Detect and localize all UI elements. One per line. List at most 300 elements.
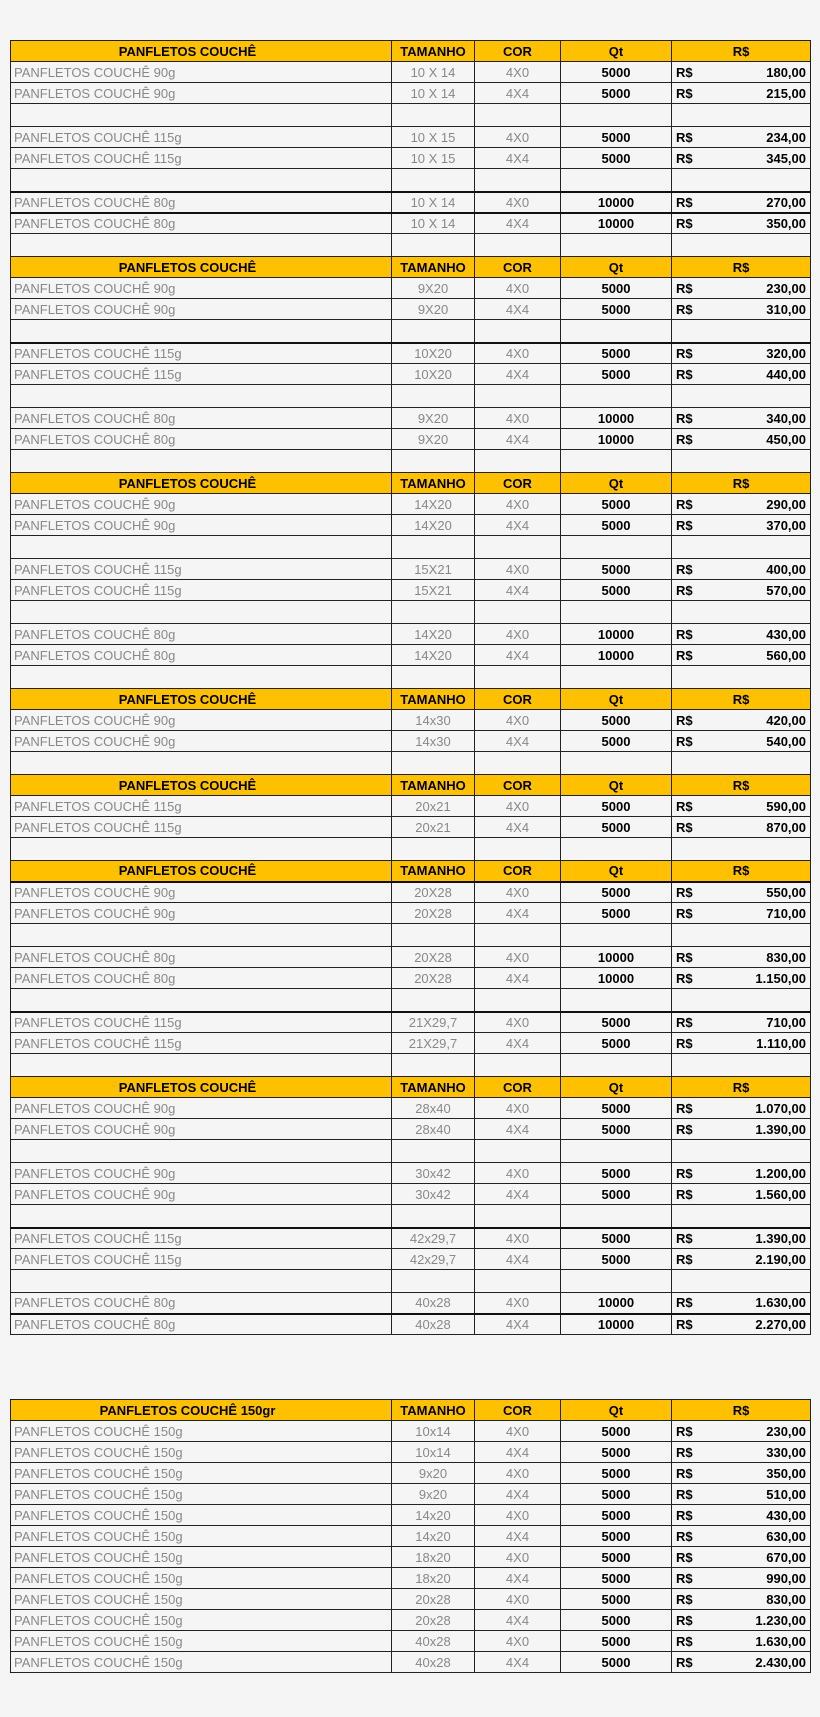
table-row: [11, 1463, 811, 1484]
product-color: 4X0: [475, 62, 561, 83]
currency-symbol: R$: [676, 345, 693, 361]
empty-cell: [475, 104, 561, 127]
product-name: PANFLETOS COUCHÊ 115g: [11, 559, 392, 580]
product-color: 4X0: [475, 127, 561, 148]
empty-cell: [475, 924, 561, 947]
product-quantity: 5000: [561, 299, 672, 320]
empty-cell: [392, 601, 475, 624]
product-name: PANFLETOS COUCHÊ 90g: [11, 903, 392, 924]
product-quantity: 10000: [561, 408, 672, 429]
table-row: [11, 1293, 811, 1314]
price-value: 1.630,00: [755, 1633, 806, 1649]
header-tamanho: TAMANHO: [392, 689, 475, 710]
product-size: 9X20: [392, 278, 475, 299]
product-quantity: 5000: [561, 580, 672, 601]
empty-cell: [561, 450, 672, 473]
product-quantity: 10000: [561, 213, 672, 234]
product-name: PANFLETOS COUCHÊ 150g: [11, 1610, 392, 1631]
product-name: PANFLETOS COUCHÊ 150g: [11, 1652, 392, 1673]
product-size: 10x14: [392, 1442, 475, 1463]
product-price: [672, 1228, 811, 1249]
product-quantity: 5000: [561, 1184, 672, 1205]
header-tamanho: TAMANHO: [392, 257, 475, 278]
product-name: PANFLETOS COUCHÊ 80g: [11, 968, 392, 989]
product-color: 4X4: [475, 1610, 561, 1631]
product-color: 4X4: [475, 817, 561, 838]
table-row: [11, 731, 811, 752]
product-quantity: 5000: [561, 796, 672, 817]
product-size: 18x20: [392, 1568, 475, 1589]
empty-cell: [392, 1054, 475, 1077]
product-size: 9x20: [392, 1484, 475, 1505]
spacer-row: [11, 1270, 811, 1293]
price-value: 830,00: [766, 1591, 806, 1607]
product-quantity: 5000: [561, 1228, 672, 1249]
table-row: [11, 645, 811, 666]
product-quantity: 5000: [561, 1631, 672, 1652]
empty-cell: [11, 666, 392, 689]
product-quantity: 5000: [561, 1652, 672, 1673]
product-name: PANFLETOS COUCHÊ 90g: [11, 299, 392, 320]
product-price: [672, 1589, 811, 1610]
product-name: PANFLETOS COUCHÊ 80g: [11, 408, 392, 429]
product-name: PANFLETOS COUCHÊ 150g: [11, 1526, 392, 1547]
spacer-row: [11, 1205, 811, 1228]
product-name: PANFLETOS COUCHÊ 90g: [11, 731, 392, 752]
product-color: 4X0: [475, 1163, 561, 1184]
product-color: 4X4: [475, 515, 561, 536]
empty-cell: [11, 320, 392, 343]
price-value: 350,00: [766, 1465, 806, 1481]
product-size: 15X21: [392, 559, 475, 580]
empty-cell: [11, 385, 392, 408]
product-size: 10X20: [392, 343, 475, 364]
header-row: [11, 689, 811, 710]
price-value: 510,00: [766, 1486, 806, 1502]
currency-symbol: R$: [676, 884, 693, 900]
empty-cell: [392, 1205, 475, 1228]
header-row: [11, 861, 811, 882]
product-name: PANFLETOS COUCHÊ 115g: [11, 1249, 392, 1270]
product-size: 9X20: [392, 408, 475, 429]
product-quantity: 5000: [561, 1033, 672, 1054]
product-price: [672, 624, 811, 645]
table-row: [11, 1098, 811, 1119]
product-price: [672, 1610, 811, 1631]
product-price: [672, 62, 811, 83]
product-price: [672, 1314, 811, 1335]
empty-cell: [392, 1270, 475, 1293]
table-row: [11, 1249, 811, 1270]
product-color: 4X4: [475, 1184, 561, 1205]
product-size: 10 X 14: [392, 213, 475, 234]
product-color: 4X0: [475, 1547, 561, 1568]
product-size: 20X28: [392, 968, 475, 989]
product-size: 20X28: [392, 882, 475, 903]
product-quantity: 5000: [561, 1610, 672, 1631]
empty-cell: [672, 601, 811, 624]
price-value: 345,00: [766, 150, 806, 166]
product-name: PANFLETOS COUCHÊ 80g: [11, 645, 392, 666]
product-price: [672, 192, 811, 213]
empty-cell: [475, 989, 561, 1012]
product-price: [672, 947, 811, 968]
header-tamanho: TAMANHO: [392, 861, 475, 882]
product-color: 4X0: [475, 1228, 561, 1249]
product-color: 4X4: [475, 1526, 561, 1547]
product-color: 4X4: [475, 429, 561, 450]
product-price: [672, 429, 811, 450]
price-value: 550,00: [766, 884, 806, 900]
product-size: 10 X 15: [392, 148, 475, 169]
header-qt: Qt: [561, 473, 672, 494]
product-quantity: 5000: [561, 1568, 672, 1589]
price-value: 340,00: [766, 410, 806, 426]
header-cor: COR: [475, 1400, 561, 1421]
product-name: PANFLETOS COUCHÊ 90g: [11, 515, 392, 536]
table-row: [11, 1652, 811, 1673]
header-qt: Qt: [561, 1077, 672, 1098]
table-row: [11, 559, 811, 580]
product-quantity: 10000: [561, 624, 672, 645]
price-value: 590,00: [766, 798, 806, 814]
product-quantity: 5000: [561, 1589, 672, 1610]
product-price: [672, 1293, 811, 1314]
product-price: [672, 494, 811, 515]
product-size: 14x30: [392, 710, 475, 731]
product-name: PANFLETOS COUCHÊ 150g: [11, 1589, 392, 1610]
spacer-row: [11, 234, 811, 257]
price-value: 440,00: [766, 366, 806, 382]
product-price: [672, 1163, 811, 1184]
currency-symbol: R$: [676, 1528, 693, 1544]
empty-cell: [475, 1054, 561, 1077]
empty-cell: [475, 450, 561, 473]
product-size: 42x29,7: [392, 1228, 475, 1249]
empty-cell: [392, 666, 475, 689]
product-color: 4X4: [475, 364, 561, 385]
empty-cell: [392, 385, 475, 408]
product-price: [672, 903, 811, 924]
header-preco: R$: [672, 473, 811, 494]
price-value: 1.110,00: [756, 1035, 806, 1051]
header-preco: R$: [672, 1400, 811, 1421]
header-qt: Qt: [561, 861, 672, 882]
empty-cell: [561, 169, 672, 192]
currency-symbol: R$: [676, 1486, 693, 1502]
header-tamanho: TAMANHO: [392, 473, 475, 494]
header-row: [11, 1077, 811, 1098]
table-row: [11, 192, 811, 213]
price-value: 1.070,00: [755, 1100, 806, 1116]
currency-symbol: R$: [676, 1251, 693, 1267]
empty-cell: [392, 320, 475, 343]
product-color: 4X0: [475, 796, 561, 817]
product-price: [672, 213, 811, 234]
empty-cell: [475, 838, 561, 861]
empty-cell: [11, 169, 392, 192]
currency-symbol: R$: [676, 970, 693, 986]
product-size: 9X20: [392, 429, 475, 450]
product-color: 4X4: [475, 903, 561, 924]
price-value: 2.430,00: [755, 1654, 806, 1670]
empty-cell: [392, 752, 475, 775]
product-size: 30x42: [392, 1184, 475, 1205]
product-quantity: 5000: [561, 1119, 672, 1140]
price-value: 370,00: [766, 517, 806, 533]
product-price: [672, 515, 811, 536]
spacer-row: [11, 924, 811, 947]
product-color: 4X4: [475, 580, 561, 601]
empty-cell: [672, 838, 811, 861]
product-size: 10 X 14: [392, 62, 475, 83]
empty-cell: [672, 1140, 811, 1163]
product-name: PANFLETOS COUCHÊ 80g: [11, 1314, 392, 1335]
product-name: PANFLETOS COUCHÊ 115g: [11, 343, 392, 364]
product-color: 4X4: [475, 1652, 561, 1673]
product-color: 4X0: [475, 343, 561, 364]
product-color: 4X0: [475, 1463, 561, 1484]
header-qt: Qt: [561, 1400, 672, 1421]
table-row: [11, 1012, 811, 1033]
currency-symbol: R$: [676, 431, 693, 447]
currency-symbol: R$: [676, 64, 693, 80]
empty-cell: [475, 752, 561, 775]
empty-cell: [561, 989, 672, 1012]
product-name: PANFLETOS COUCHÊ 150g: [11, 1421, 392, 1442]
product-color: 4X0: [475, 408, 561, 429]
price-value: 450,00: [766, 431, 806, 447]
product-price: [672, 127, 811, 148]
currency-symbol: R$: [676, 1654, 693, 1670]
empty-cell: [392, 234, 475, 257]
spacer-row: [11, 104, 811, 127]
product-size: 20x21: [392, 796, 475, 817]
product-price: [672, 645, 811, 666]
currency-symbol: R$: [676, 949, 693, 965]
product-quantity: 10000: [561, 1293, 672, 1314]
price-value: 570,00: [766, 582, 806, 598]
empty-cell: [11, 234, 392, 257]
product-size: 10 X 15: [392, 127, 475, 148]
header-produto: PANFLETOS COUCHÊ: [11, 861, 392, 882]
currency-symbol: R$: [676, 1316, 693, 1332]
product-quantity: 10000: [561, 429, 672, 450]
currency-symbol: R$: [676, 1035, 693, 1051]
empty-cell: [561, 1054, 672, 1077]
currency-symbol: R$: [676, 1100, 693, 1116]
product-price: [672, 559, 811, 580]
currency-symbol: R$: [676, 1591, 693, 1607]
product-size: 40x28: [392, 1314, 475, 1335]
empty-cell: [392, 169, 475, 192]
table-row: [11, 1163, 811, 1184]
header-preco: R$: [672, 775, 811, 796]
price-value: 1.390,00: [755, 1230, 806, 1246]
header-preco: R$: [672, 1077, 811, 1098]
empty-cell: [561, 666, 672, 689]
empty-cell: [672, 450, 811, 473]
product-name: PANFLETOS COUCHÊ 150g: [11, 1463, 392, 1484]
currency-symbol: R$: [676, 712, 693, 728]
product-name: PANFLETOS COUCHÊ 80g: [11, 192, 392, 213]
spacer-row: [11, 601, 811, 624]
price-value: 350,00: [766, 215, 806, 231]
price-value: 234,00: [766, 129, 806, 145]
product-quantity: 10000: [561, 645, 672, 666]
empty-cell: [11, 989, 392, 1012]
product-price: [672, 278, 811, 299]
spacer-row: [11, 169, 811, 192]
header-row: [11, 775, 811, 796]
price-value: 2.190,00: [755, 1251, 806, 1267]
product-size: 20X28: [392, 903, 475, 924]
product-price: [672, 1631, 811, 1652]
product-name: PANFLETOS COUCHÊ 80g: [11, 1293, 392, 1314]
product-color: 4X4: [475, 1442, 561, 1463]
product-price: [672, 731, 811, 752]
empty-cell: [475, 1205, 561, 1228]
product-name: PANFLETOS COUCHÊ 90g: [11, 1163, 392, 1184]
product-size: 20x28: [392, 1610, 475, 1631]
empty-cell: [475, 234, 561, 257]
table-row: [11, 947, 811, 968]
product-color: 4X4: [475, 1033, 561, 1054]
product-size: 28x40: [392, 1119, 475, 1140]
product-price: [672, 796, 811, 817]
table-row: [11, 624, 811, 645]
price-value: 830,00: [766, 949, 806, 965]
table-row: [11, 148, 811, 169]
price-table-150gr: [10, 1399, 811, 1673]
price-value: 420,00: [766, 712, 806, 728]
empty-cell: [672, 1270, 811, 1293]
empty-cell: [475, 385, 561, 408]
product-price: [672, 1249, 811, 1270]
product-color: 4X0: [475, 947, 561, 968]
currency-symbol: R$: [676, 819, 693, 835]
product-size: 10 X 14: [392, 192, 475, 213]
price-value: 990,00: [766, 1570, 806, 1586]
product-quantity: 5000: [561, 1505, 672, 1526]
header-qt: Qt: [561, 689, 672, 710]
empty-cell: [672, 924, 811, 947]
product-color: 4X4: [475, 1249, 561, 1270]
product-color: 4X0: [475, 1421, 561, 1442]
currency-symbol: R$: [676, 1121, 693, 1137]
product-price: [672, 364, 811, 385]
currency-symbol: R$: [676, 194, 693, 210]
product-price: [672, 1463, 811, 1484]
price-value: 870,00: [766, 819, 806, 835]
price-value: 1.150,00: [755, 970, 806, 986]
currency-symbol: R$: [676, 410, 693, 426]
table-row: [11, 1184, 811, 1205]
header-cor: COR: [475, 861, 561, 882]
empty-cell: [672, 1205, 811, 1228]
table-row: [11, 213, 811, 234]
product-price: [672, 1526, 811, 1547]
currency-symbol: R$: [676, 1165, 693, 1181]
product-color: 4X4: [475, 968, 561, 989]
header-row: [11, 473, 811, 494]
product-quantity: 5000: [561, 343, 672, 364]
empty-cell: [11, 1054, 392, 1077]
product-price: [672, 1033, 811, 1054]
empty-cell: [672, 234, 811, 257]
product-name: PANFLETOS COUCHÊ 150g: [11, 1568, 392, 1589]
product-price: [672, 83, 811, 104]
product-quantity: 5000: [561, 710, 672, 731]
product-size: 40x28: [392, 1631, 475, 1652]
currency-symbol: R$: [676, 517, 693, 533]
header-tamanho: TAMANHO: [392, 1077, 475, 1098]
header-preco: R$: [672, 41, 811, 62]
price-value: 430,00: [766, 1507, 806, 1523]
price-value: 1.390,00: [755, 1121, 806, 1137]
table-row: [11, 278, 811, 299]
product-size: 40x28: [392, 1652, 475, 1673]
empty-cell: [561, 1270, 672, 1293]
table-row: [11, 62, 811, 83]
empty-cell: [561, 1140, 672, 1163]
product-quantity: 5000: [561, 1547, 672, 1568]
product-name: PANFLETOS COUCHÊ 150g: [11, 1484, 392, 1505]
price-value: 330,00: [766, 1444, 806, 1460]
product-name: PANFLETOS COUCHÊ 115g: [11, 580, 392, 601]
currency-symbol: R$: [676, 1444, 693, 1460]
table-row: [11, 1568, 811, 1589]
product-color: 4X0: [475, 1098, 561, 1119]
empty-cell: [11, 1140, 392, 1163]
header-produto: PANFLETOS COUCHÊ 150gr: [11, 1400, 392, 1421]
table-row: [11, 343, 811, 364]
currency-symbol: R$: [676, 733, 693, 749]
product-name: PANFLETOS COUCHÊ 115g: [11, 817, 392, 838]
currency-symbol: R$: [676, 1295, 693, 1311]
product-name: PANFLETOS COUCHÊ 80g: [11, 429, 392, 450]
product-size: 28x40: [392, 1098, 475, 1119]
spacer-row: [11, 1140, 811, 1163]
empty-cell: [561, 924, 672, 947]
product-price: [672, 580, 811, 601]
table-row: [11, 429, 811, 450]
empty-cell: [392, 924, 475, 947]
empty-cell: [11, 1270, 392, 1293]
price-value: 560,00: [766, 647, 806, 663]
product-price: [672, 1547, 811, 1568]
currency-symbol: R$: [676, 1465, 693, 1481]
table-row: [11, 1119, 811, 1140]
product-quantity: 5000: [561, 882, 672, 903]
product-name: PANFLETOS COUCHÊ 90g: [11, 710, 392, 731]
empty-cell: [672, 169, 811, 192]
product-color: 4X4: [475, 1484, 561, 1505]
product-size: 14x20: [392, 1526, 475, 1547]
product-color: 4X4: [475, 1568, 561, 1589]
currency-symbol: R$: [676, 626, 693, 642]
product-price: [672, 1505, 811, 1526]
price-value: 230,00: [766, 1423, 806, 1439]
empty-cell: [561, 601, 672, 624]
spacer-row: [11, 752, 811, 775]
product-quantity: 5000: [561, 364, 672, 385]
spacer-row: [11, 320, 811, 343]
currency-symbol: R$: [676, 215, 693, 231]
product-size: 20x28: [392, 1589, 475, 1610]
product-color: 4X4: [475, 148, 561, 169]
product-size: 14x30: [392, 731, 475, 752]
